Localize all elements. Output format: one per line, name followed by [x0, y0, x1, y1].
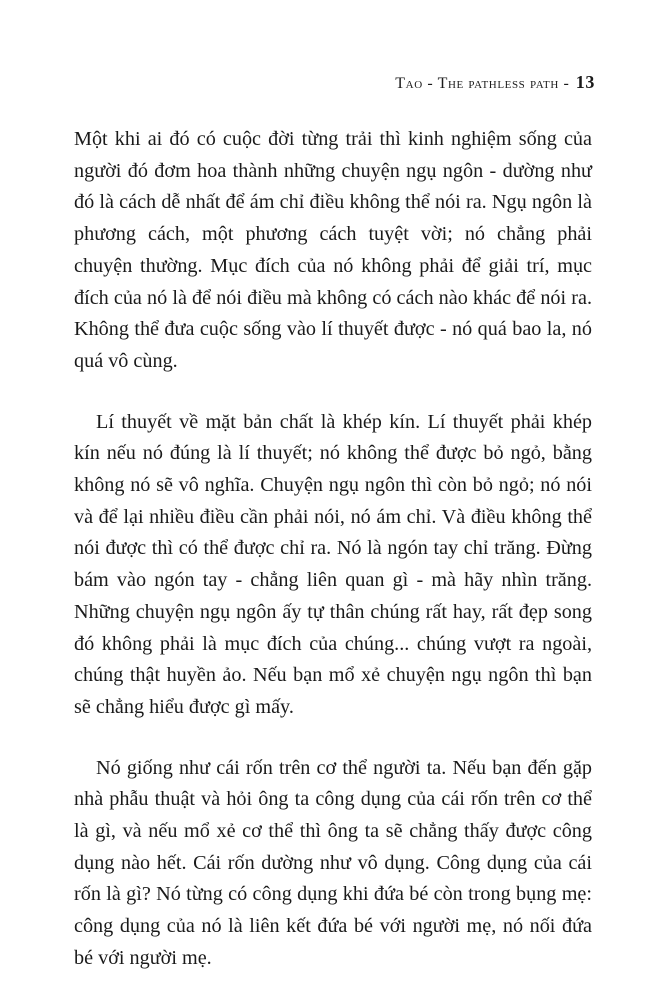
chapter-title: Tao - The pathless path - [395, 75, 570, 92]
paragraph-1: Một khi ai đó có cuộc đời từng trải thì kinh nghiệm sống của người đó đơm hoa thành những chuyện ngụ ngôn - dường như đó là cách dễ nhất để ám chỉ điều không thể nói ra. Ngụ ngôn là phương cách, một phương cách tuyệt vời; nó chẳng phải chuyện thường. Mục đích của nó không phải để giải trí, mục đích của nó là để nói điều mà không có cách nào khác để nói ra. Không thể đưa cuộc sống vào lí thuyết được - nó quá bao la, nó quá vô cùng. [74, 128, 592, 372]
paragraph-3: Nó giống như cái rốn trên cơ thể người ta. Nếu bạn đến gặp nhà phẫu thuật và hỏi ông ta công dụng của cái rốn trên cơ thể là gì, và nếu mổ xẻ cơ thể thì ông ta sẽ chẳng thấy được công dụng nào hết. Cái rốn dường như vô dụng. Công dụng của cái rốn là gì? Nó từng có công dụng khi đứa bé còn trong bụng mẹ: công dụng của nó là liên kết đứa bé với người mẹ, nó nối đứa bé với người mẹ. [74, 756, 592, 969]
running-header [395, 72, 595, 93]
paragraph-2: Lí thuyết về mặt bản chất là khép kín. Lí thuyết phải khép kín nếu nó đúng là lí thuyết; nó không thể được bỏ ngỏ, bằng không nó sẽ vô nghĩa. Chuyện ngụ ngôn thì còn bỏ ngỏ; nó nói và để lại nhiều điều cần phải nói, nó ám chỉ. Và điều không thể nói được thì có thể được chỉ ra. Nó là ngón tay chỉ trăng. Đừng bám vào ngón tay - chẳng liên quan gì - mà hãy nhìn trăng. Những chuyện ngụ ngôn ấy tự thân chúng rất hay, rất đẹp song đó không phải là mục đích của chúng... chúng vượt ra ngoài, chúng thật huyền ảo. Nếu bạn mổ xẻ chuyện ngụ ngôn thì bạn sẽ chẳng hiểu được gì mấy. [74, 410, 592, 718]
body-text [74, 124, 592, 1004]
page-number: 13 [575, 72, 595, 92]
